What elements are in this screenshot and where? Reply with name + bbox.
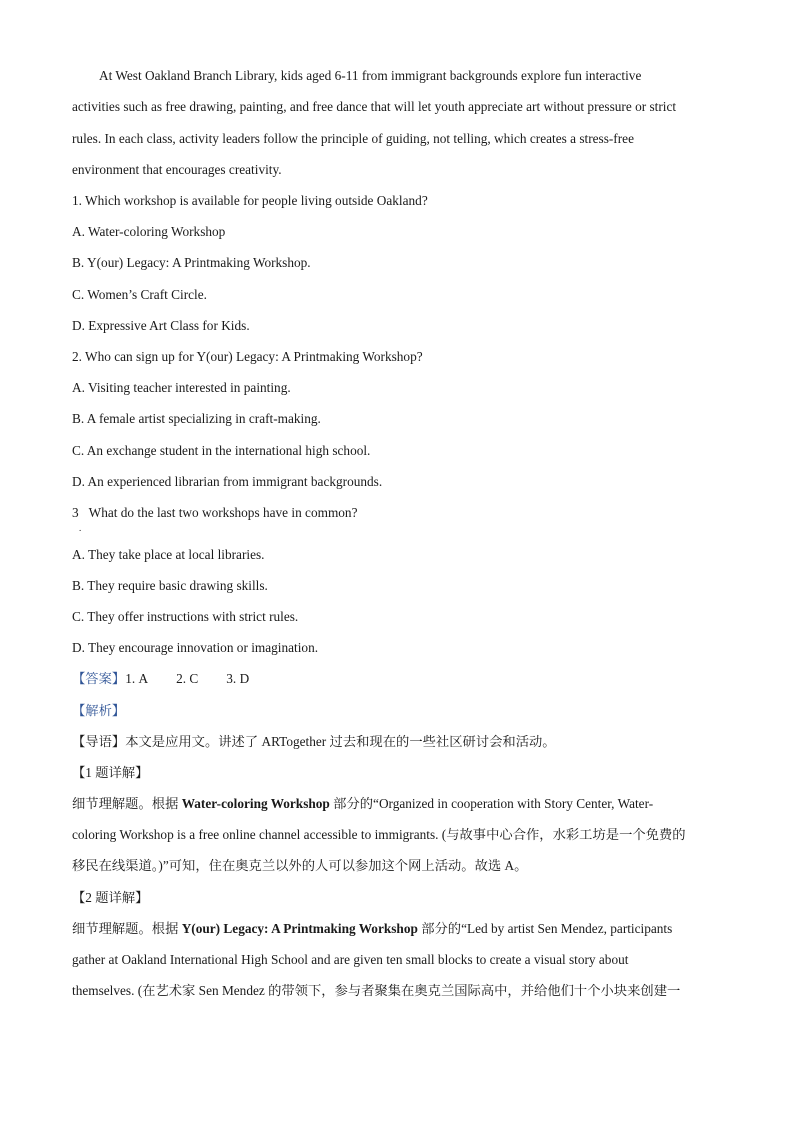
question-1-option-d: D. Expressive Art Class for Kids. bbox=[72, 318, 250, 333]
question-3-number: 3 bbox=[72, 505, 79, 520]
question-3-dot: . bbox=[79, 523, 82, 533]
q1-detail-prefix: 细节理解题。根据 bbox=[72, 796, 182, 811]
q2-detail-prefix: 细节理解题。根据 bbox=[72, 921, 182, 936]
question-2-option-b: B. A female artist specializing in craft-making. bbox=[72, 411, 321, 426]
answer-3: 3. D bbox=[226, 671, 250, 686]
passage-line-4: environment that encourages creativity. bbox=[72, 162, 282, 177]
question-1-detail-label: 【1 题详解】 bbox=[72, 765, 149, 780]
question-1-detail-line-1 bbox=[72, 796, 653, 812]
passage-line-1: At West Oakland Branch Library, kids aged 6-11 from immigrant backgrounds explore fun interactive bbox=[99, 68, 642, 83]
question-3-stem bbox=[72, 505, 357, 521]
question-3-option-b: B. They require basic drawing skills. bbox=[72, 578, 268, 593]
question-2-option-a: A. Visiting teacher interested in painting. bbox=[72, 380, 291, 395]
question-2-detail-line-2: gather at Oakland International High School and are given ten small blocks to create a visual story about bbox=[72, 952, 629, 967]
q2-detail-section-name: Y(our) Legacy: A Printmaking Workshop bbox=[181, 921, 418, 936]
answer-label: 【答案】 bbox=[72, 671, 126, 686]
question-1-option-a: A. Water-coloring Workshop bbox=[72, 224, 226, 239]
question-1-stem: 1. Which workshop is available for people living outside Oakland? bbox=[72, 193, 428, 208]
q1-detail-section-name: Water-coloring Workshop bbox=[181, 796, 330, 811]
analysis-label: 【解析】 bbox=[72, 703, 126, 718]
question-2-stem: 2. Who can sign up for Y(our) Legacy: A Printmaking Workshop? bbox=[72, 349, 423, 364]
guide-text: 本文是应用文。讲述了 ARTogether 过去和现在的一些社区研讨会和活动。 bbox=[125, 734, 556, 749]
question-1-detail-line-2: coloring Workshop is a free online channel accessible to immigrants. (与故事中心合作，水彩工坊是一个免费的 bbox=[72, 827, 686, 842]
question-1-option-c: C. Women’s Craft Circle. bbox=[72, 287, 207, 302]
passage-line-3: rules. In each class, activity leaders follow the principle of guiding, not telling, which creates a stress-free bbox=[72, 131, 634, 146]
question-3-option-d: D. They encourage innovation or imagination. bbox=[72, 640, 319, 655]
question-3-text: What do the last two workshops have in common? bbox=[88, 505, 358, 520]
question-2-option-d: D. An experienced librarian from immigrant backgrounds. bbox=[72, 474, 383, 489]
question-1-detail-line-3: 移民在线渠道。)”可知，住在奥克兰以外的人可以参加这个网上活动。故选 A。 bbox=[72, 858, 528, 873]
answer-1: 1. A bbox=[125, 671, 149, 686]
answer-line bbox=[72, 671, 249, 687]
question-2-detail-line-3: themselves. (在艺术家 Sen Mendez 的带领下，参与者聚集在奥克兰国际高中，并给他们十个小块来创建一 bbox=[72, 983, 681, 998]
q1-detail-suffix: 部分的“Organized in cooperation with Story Center, Water- bbox=[329, 796, 654, 811]
question-2-option-c: C. An exchange student in the international high school. bbox=[72, 443, 371, 458]
guide-line bbox=[72, 734, 556, 750]
question-1-option-b: B. Y(our) Legacy: A Printmaking Workshop. bbox=[72, 255, 311, 270]
question-3-option-c: C. They offer instructions with strict rules. bbox=[72, 609, 299, 624]
guide-label: 【导语】 bbox=[72, 734, 126, 749]
passage-line-2: activities such as free drawing, painting, and free dance that will let youth appreciate art without pressure or strict bbox=[72, 99, 677, 114]
question-2-detail-label: 【2 题详解】 bbox=[72, 890, 149, 905]
q2-detail-suffix: 部分的“Led by artist Sen Mendez, participants bbox=[417, 921, 673, 936]
question-3-option-a: A. They take place at local libraries. bbox=[72, 547, 265, 562]
question-2-detail-line-1 bbox=[72, 921, 672, 937]
answer-2: 2. C bbox=[176, 671, 199, 686]
